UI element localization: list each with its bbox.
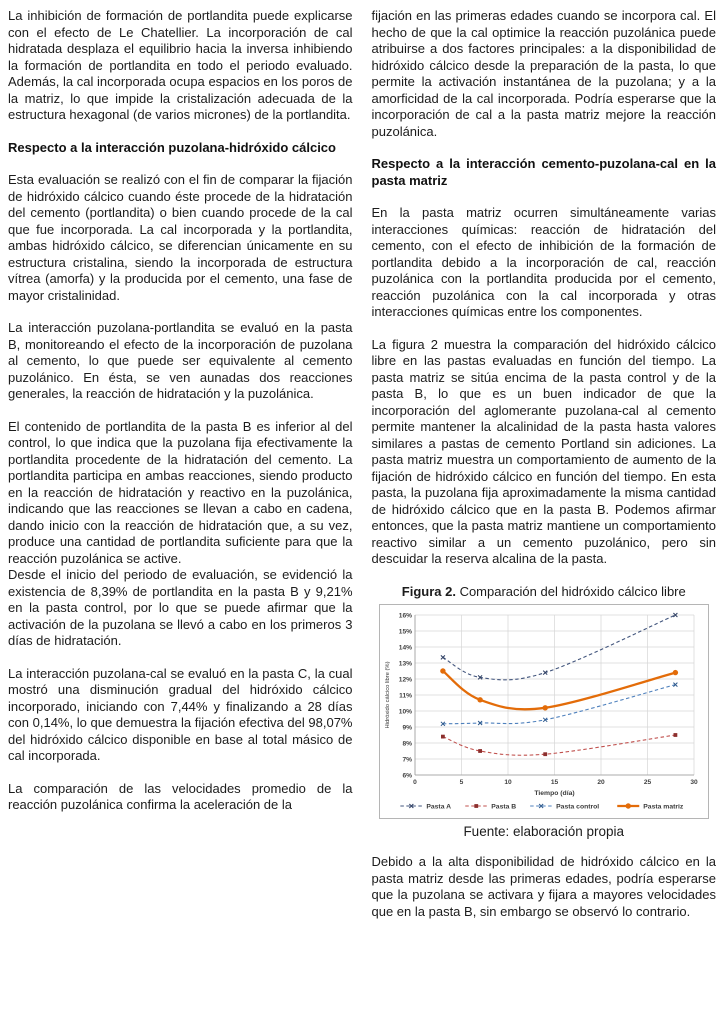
svg-text:9%: 9% [402,724,412,732]
svg-text:Pasta control: Pasta control [555,803,599,811]
svg-text:7%: 7% [402,756,412,764]
svg-text:10%: 10% [398,708,412,716]
svg-text:15%: 15% [398,628,412,636]
left-column [8,8,353,936]
paragraph: Debido a la alta disponibilidad de hidróxido cálcico en la pasta matriz desde las primeras edades, podría esperarse que la puzolana se activara y fijara a mayores velocidades que en la pasta B, sin embargo se observó lo contrario. [371,854,716,919]
svg-text:30: 30 [690,779,698,786]
svg-text:13%: 13% [398,660,412,668]
svg-text:Hidróxido cálcico libre (%): Hidróxido cálcico libre (%) [384,661,391,729]
figure2 [372,584,717,841]
right-column [372,8,717,936]
paragraph: La figura 2 muestra la comparación del hidróxido cálcico libre en las pastas evaluadas en función del tiempo. La pasta matriz se sitúa encima de la pasta control y de la pasta B, lo que es un buen indicador de que la incorporación del aglomerante puzolana-cal al cemento permite mantener la alcalinidad de la pasta hasta valores similares a pastas de cemento Portland sin adiciones. La pasta matriz muestra un comportamiento de aumento de la fijación de hidróxido cálcico en función del tiempo. En esta pasta, la puzolana fija aproximadamente la misma cantidad de hidróxido cálcico que en la pasta B. Podemos afirmar entonces, que la pasta matriz mantiene un comportamiento reactivo similar a un cemento puzolánico, pero sin descuidar la reserva alcalina de la pasta. [371,336,716,566]
svg-text:0: 0 [412,779,417,786]
paragraph: Esta evaluación se realizó con el fin de comparar la fijación de hidróxido cálcico cuando éste procede de la hidratación del cemento (portlandita) o bien cuando procede de la cal que fue incorporada. La cal incorporada y la portlandita, ambas hidróxido cálcico, se diferencian únicamente en su estructura cristalina, siendo la incorporada de estructura vítrea (amorfa) y la producida por el cemento, una fase de mayor cristalinidad. [8,172,353,303]
svg-text:25: 25 [643,779,651,786]
figure-caption-label: Figura 2. [401,583,456,599]
paragraph: El contenido de portlandita de la pasta B es inferior al del control, lo que indica que la puzolana fija efectivamente la portlandita procedente de la hidratación del cemento. La portlandita participa en ambas reacciones, siendo producto en la reacción de hidratación y reactivo en la puzolánica, indicando que las reacciones se llevan a cabo en cadena, dando inicio con la reacción de hidratación que, a su vez, produce una cantidad de portlandita suficiente para que la reacción puzolánica se active. [8,418,353,566]
svg-text:6%: 6% [402,772,412,780]
svg-text:Pasta matriz: Pasta matriz [643,803,684,811]
svg-text:Tiempo (día): Tiempo (día) [534,790,575,797]
svg-text:Pasta A: Pasta A [426,803,451,811]
section-heading: Respecto a la interacción puzolana-hidróxido cálcico [8,139,336,155]
figure-caption-text: Comparación del hidróxido cálcico libre [455,583,686,599]
figure-caption [372,584,717,601]
figure2-chart [379,604,709,819]
svg-text:15: 15 [550,779,558,786]
figure-source: Fuente: elaboración propia [463,823,625,839]
svg-text:8%: 8% [402,740,412,748]
svg-text:5: 5 [459,779,464,786]
svg-text:14%: 14% [398,644,412,652]
svg-text:Pasta B: Pasta B [491,803,516,811]
svg-text:16%: 16% [398,612,412,620]
paragraph: En la pasta matriz ocurren simultáneamente varias interacciones químicas: reacción de hidratación del cemento, con el efecto de inhibición de la formación de portlandita debido a la incorporación de cal, reacción puzolánica con la portlandita producida por el cemento, reacción puzolánica con la cal incorporada y otras interacciones químicas entre los componentes. [371,205,716,319]
svg-text:10: 10 [504,779,512,786]
paragraph: La inhibición de formación de portlandita puede explicarse con el efecto de Le Chatellier. La incorporación de cal hidratada desplaza el equilibrio hacia la inversa inhibiendo la formación de portlandita en todo el periodo evaluado. Además, la cal incorporada ocupa espacios en los poros de la matriz, lo que impide la cristalización adecuada de la estructura hexagonal (de varios micrones) de la portlandita. [8,8,353,122]
figure2-chart-svg [382,607,706,816]
paragraph: La comparación de las velocidades promedio de la reacción puzolánica confirma la aceleración de la [8,780,353,812]
paragraph: Desde el inicio del periodo de evaluación, se evidenció la existencia de 8,39% de portlandita en la pasta B y 9,21% en la pasta control, por lo que se puede afirmar que la activación de la puzolana se llevó a cabo en los primeros 3 días de hidratación. [8,567,353,648]
svg-text:20: 20 [597,779,605,786]
paragraph: La interacción puzolana-portlandita se evaluó en la pasta B, monitoreando el efecto de la incorporación de puzolana al cemento, lo que puede ser equivalente al cemento puzolánico. En ésta, se ven aunadas dos reacciones generales, la reacción de hidratación y la puzolánica. [8,320,353,401]
svg-text:11%: 11% [398,692,412,700]
paragraph: La interacción puzolana-cal se evaluó en la pasta C, la cual mostró una disminución gradual del hidróxido cálcico incorporado, iniciando con 7,44% y finalizando a 28 días con 0,14%, lo que demuestra la fijación efectiva del 98,07% del hidróxido cálcico disponible en base al total másico de cal incorporada. [8,665,353,763]
svg-text:12%: 12% [398,676,412,684]
paragraph: fijación en las primeras edades cuando se incorpora cal. El hecho de que la cal optimice la reacción puzolánica puede atribuirse a dos factores principales: a la disponibilidad de hidróxido cálcico desde la preparación de la pasta, lo que permite la activación instantánea de la puzolana; y a la amorficidad de la cal incorporada. Podría esperarse que la incorporación de cal a la pasta matriz mejore la reacción puzolánica. [371,8,716,139]
section-heading: Respecto a la interacción cemento-puzolana-cal en la pasta matriz [371,156,716,188]
